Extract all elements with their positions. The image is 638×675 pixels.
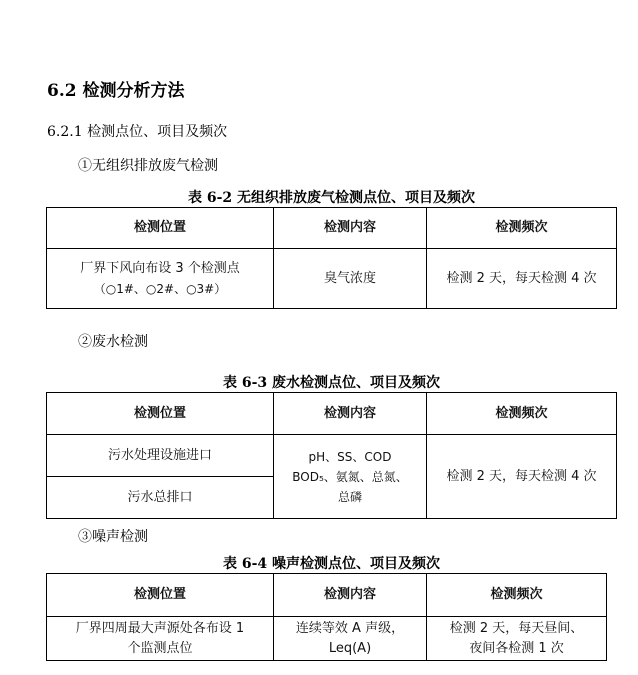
table-6-2-location-cell [47, 249, 274, 309]
table-6-2-location-line2: （○1#、○2#、○3#） [93, 281, 227, 296]
table-6-2-frequency-cell: 检测 2 天，每天检测 4 次 [427, 249, 617, 309]
item-wastewater-monitoring: ②废水检测 [78, 334, 148, 350]
table-6-4-frequency-cell [427, 617, 607, 661]
table-6-4-frequency-line2: 夜间各检测 1 次 [469, 640, 564, 656]
table-6-3-content-line2: BOD₅、氨氮、总氮、 [292, 469, 408, 484]
table-6-4-location-line2: 个监测点位 [127, 640, 193, 656]
table-6-2-content-cell: 臭气浓度 [274, 249, 427, 309]
table-6-3 [46, 392, 617, 519]
table-6-3-content-line3: 总磷 [337, 489, 362, 504]
table-6-3-location-inlet: 污水处理设施进口 [47, 435, 274, 477]
table-6-3-header-frequency: 检测频次 [427, 393, 617, 435]
item-air-monitoring: ①无组织排放废气检测 [78, 158, 218, 174]
table-6-4-content-line1: 连续等效 A 声级， [295, 620, 405, 636]
section-heading: 6.2 检测分析方法 [47, 81, 185, 101]
table-6-4-caption: 表 6-4 噪声检测点位、项目及频次 [222, 556, 441, 572]
table-6-3-content-cell [274, 435, 427, 519]
table-6-4-content-cell [274, 617, 427, 661]
table-6-2-header-frequency: 检测频次 [427, 208, 617, 249]
table-6-3-location-outlet: 污水总排口 [47, 477, 274, 519]
table-6-3-frequency-cell: 检测 2 天，每天检测 4 次 [427, 435, 617, 519]
table-6-3-caption: 表 6-3 废水检测点位、项目及频次 [222, 375, 441, 391]
table-6-2-header-content: 检测内容 [274, 208, 427, 249]
subsection-heading: 6.2.1 检测点位、项目及频次 [47, 124, 228, 140]
table-6-4-header-frequency: 检测频次 [427, 574, 607, 617]
table-6-3-content-line1: pH、SS、COD [308, 449, 392, 464]
table-6-4-header-location: 检测位置 [47, 574, 274, 617]
table-6-4-frequency-line1: 检测 2 天，每天昼间、 [449, 620, 584, 636]
table-6-2-location-line1: 厂界下风向布设 3 个检测点 [80, 260, 240, 276]
table-6-2-caption: 表 6-2 无组织排放废气检测点位、项目及频次 [187, 190, 476, 206]
table-6-2 [46, 207, 617, 309]
table-6-4-location-line1: 厂界四周最大声源处各布设 1 [75, 620, 245, 636]
table-6-2-header-location: 检测位置 [47, 208, 274, 249]
table-6-3-header-content: 检测内容 [274, 393, 427, 435]
table-6-4 [46, 573, 607, 661]
table-6-4-header-content: 检测内容 [274, 574, 427, 617]
item-noise-monitoring: ③噪声检测 [78, 529, 148, 545]
table-6-4-content-line2: Leq(A) [328, 640, 372, 656]
table-6-3-header-location: 检测位置 [47, 393, 274, 435]
table-6-4-location-cell [47, 617, 274, 661]
